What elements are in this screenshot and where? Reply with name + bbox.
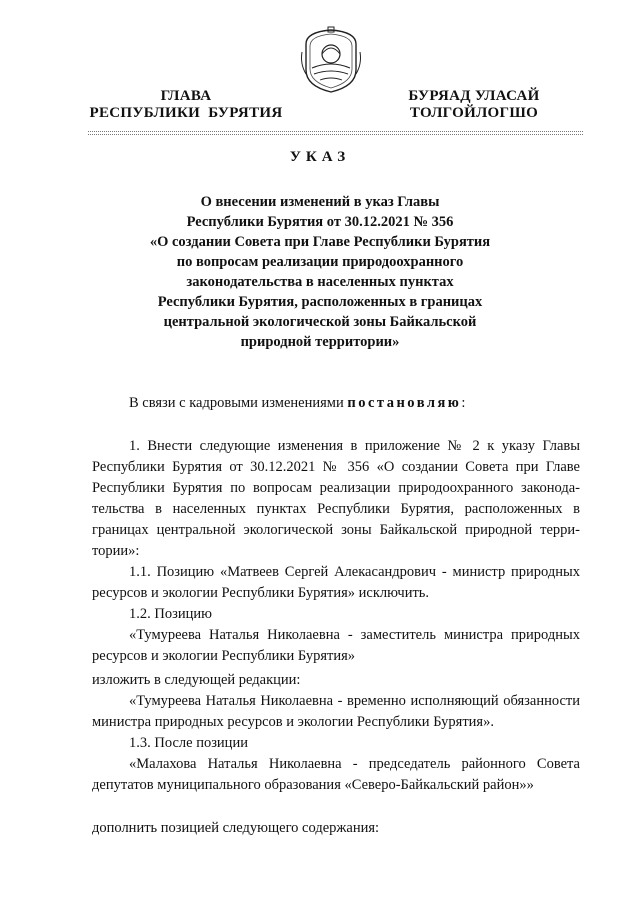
issuer-right-line1: БУРЯАД УЛАСАЙ <box>408 88 540 104</box>
subject-line: «О создании Совета при Главе Республики Бурятия <box>149 234 491 250</box>
coat-of-arms-icon <box>298 24 364 94</box>
item-1 <box>92 436 580 667</box>
preamble-text: В связи с кадровыми изменениями <box>129 395 348 411</box>
header-divider-2 <box>88 134 583 135</box>
item-1-2-new-text: «Тумуреева Наталья Николаевна - временно исполняющий обязанности министра природных ресурсов и экологии Республики Бурятия». <box>92 693 580 730</box>
item-1-2-action <box>92 670 580 796</box>
issuer-left <box>82 88 290 122</box>
item-1-3-action-text: дополнить позицией следующего содержания: <box>92 820 380 836</box>
header-divider <box>88 131 583 132</box>
subject-line: законодательства в населенных пунктах <box>186 274 454 290</box>
subject-line: Республики Бурятия от 30.12.2021 № 356 <box>186 214 454 230</box>
item-1-3-quote: «Малахова Наталья Николаевна - председатель районного Совета депутатов муниципального образования «Северо-Байкальский район»» <box>92 756 580 793</box>
item-1-2-action-text: изложить в следующей редакции: <box>92 672 301 688</box>
issuer-left-line2: РЕСПУБЛИКИ БУРЯТИЯ <box>89 105 283 121</box>
preamble <box>92 393 580 414</box>
issuer-right <box>384 88 564 122</box>
issuer-right-line2: ТОЛГОЙЛОГШО <box>409 105 539 121</box>
item-1-text: 1. Внести следующие изменения в приложение № 2 к указу Главы Республики Бурятия от 30.12.2021 № 356 «О создании Совета при Главе Республики Бурятия по вопросам реализации природоохранного законодательства в населенных пунктах Республики Бурятия, расположенных в границах центральной экологической зоны Байкальской природной территории»: <box>92 438 580 559</box>
document-title: УКАЗ <box>289 149 351 165</box>
issuer-left-line1: ГЛАВА <box>160 88 212 104</box>
item-1-2-text: 1.2. Позицию <box>129 606 212 622</box>
item-1-3-text: 1.3. После позиции <box>129 735 248 751</box>
decree-word: постановляю <box>347 395 462 411</box>
subject-line: природной территории» <box>240 334 400 350</box>
subject-line: по вопросам реализации природоохранного <box>176 254 464 270</box>
subject-line: центральной экологической зоны Байкальской <box>163 314 477 330</box>
subject-line: О внесении изменений в указ Главы <box>200 194 440 210</box>
item-1-1-text: 1.1. Позицию «Матвеев Сергей Алекасандрович - министр природных ресурсов и экологии Республики Бурятия» исключить. <box>92 564 580 601</box>
preamble-suffix: : <box>461 395 466 411</box>
subject-line: Республики Бурятия, расположенных в границах <box>157 294 483 310</box>
item-1-2-quote: «Тумуреева Наталья Николаевна - заместитель министра природных ресурсов и экологии Республики Бурятия» <box>92 627 580 664</box>
document-subject <box>110 192 530 352</box>
item-1-3-action <box>92 818 580 839</box>
